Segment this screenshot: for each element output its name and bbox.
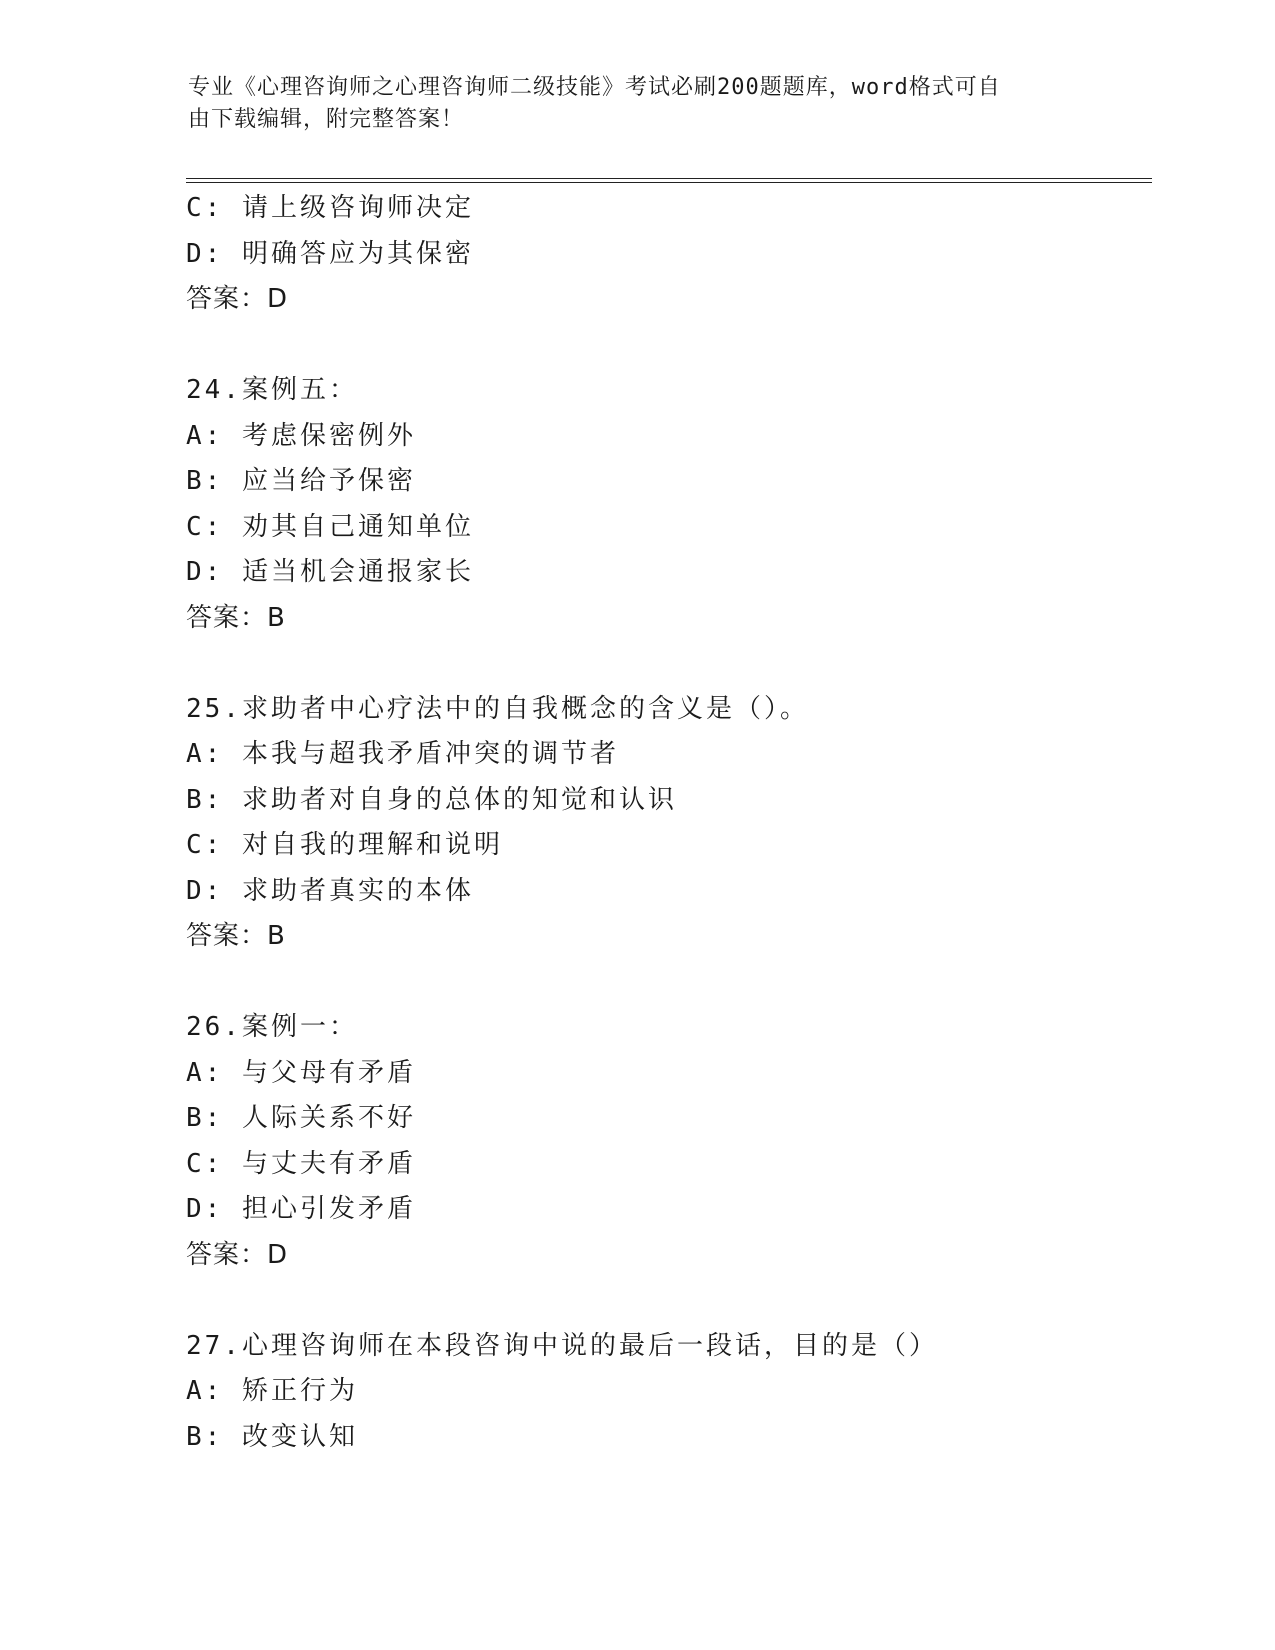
option-c: C: 请上级咨询师决定 [186,193,474,223]
question-stem: 24.案例五： [186,375,358,405]
question-continuation [186,186,1152,323]
option-b: B: 应当给予保密 [186,466,416,496]
spacer [186,641,1152,687]
option-b: B: 求助者对自身的总体的知觉和认识 [186,784,677,815]
question-stem: 27.心理咨询师在本段咨询中说的最后一段话，目的是（） [186,1330,938,1361]
answer-line: 答案：D [186,1239,289,1270]
question-stem: 26.案例一： [186,1012,358,1042]
option-a: A: 与父母有矛盾 [186,1057,416,1088]
option-a: A: 考虑保密例外 [186,420,416,451]
spacer [186,1278,1152,1324]
option-c: C: 与丈夫有矛盾 [186,1148,416,1179]
option-b: B: 改变认知 [186,1421,358,1452]
question-stem: 25.求助者中心疗法中的自我概念的含义是（）。 [186,693,809,724]
document-header [188,72,1088,136]
answer-line: 答案：B [186,921,286,951]
option-d: D: 担心引发矛盾 [186,1194,416,1224]
option-a: A: 矫正行为 [186,1376,358,1406]
spacer [186,323,1152,369]
option-b: B: 人际关系不好 [186,1103,416,1133]
header-line-2: 由下载编辑，附完整答案！ [188,107,465,132]
option-d: D: 适当机会通报家长 [186,557,474,587]
answer-line: 答案：B [186,602,286,633]
answer-line: 答案：D [186,284,289,314]
question-26 [186,1005,1152,1278]
header-double-rule [186,178,1152,183]
question-24 [186,368,1152,641]
option-d: D: 明确答应为其保密 [186,238,474,269]
question-list [186,186,1152,1460]
header-line-1: 专业《心理咨询师之心理咨询师二级技能》考试必刷200题题库，word格式可自 [188,75,1001,100]
option-a: A: 本我与超我矛盾冲突的调节者 [186,739,619,769]
option-d: D: 求助者真实的本体 [186,875,474,906]
option-c: C: 对自我的理解和说明 [186,830,503,860]
spacer [186,960,1152,1006]
option-c: C: 劝其自己通知单位 [186,511,474,542]
question-27 [186,1324,1152,1461]
question-25 [186,687,1152,960]
